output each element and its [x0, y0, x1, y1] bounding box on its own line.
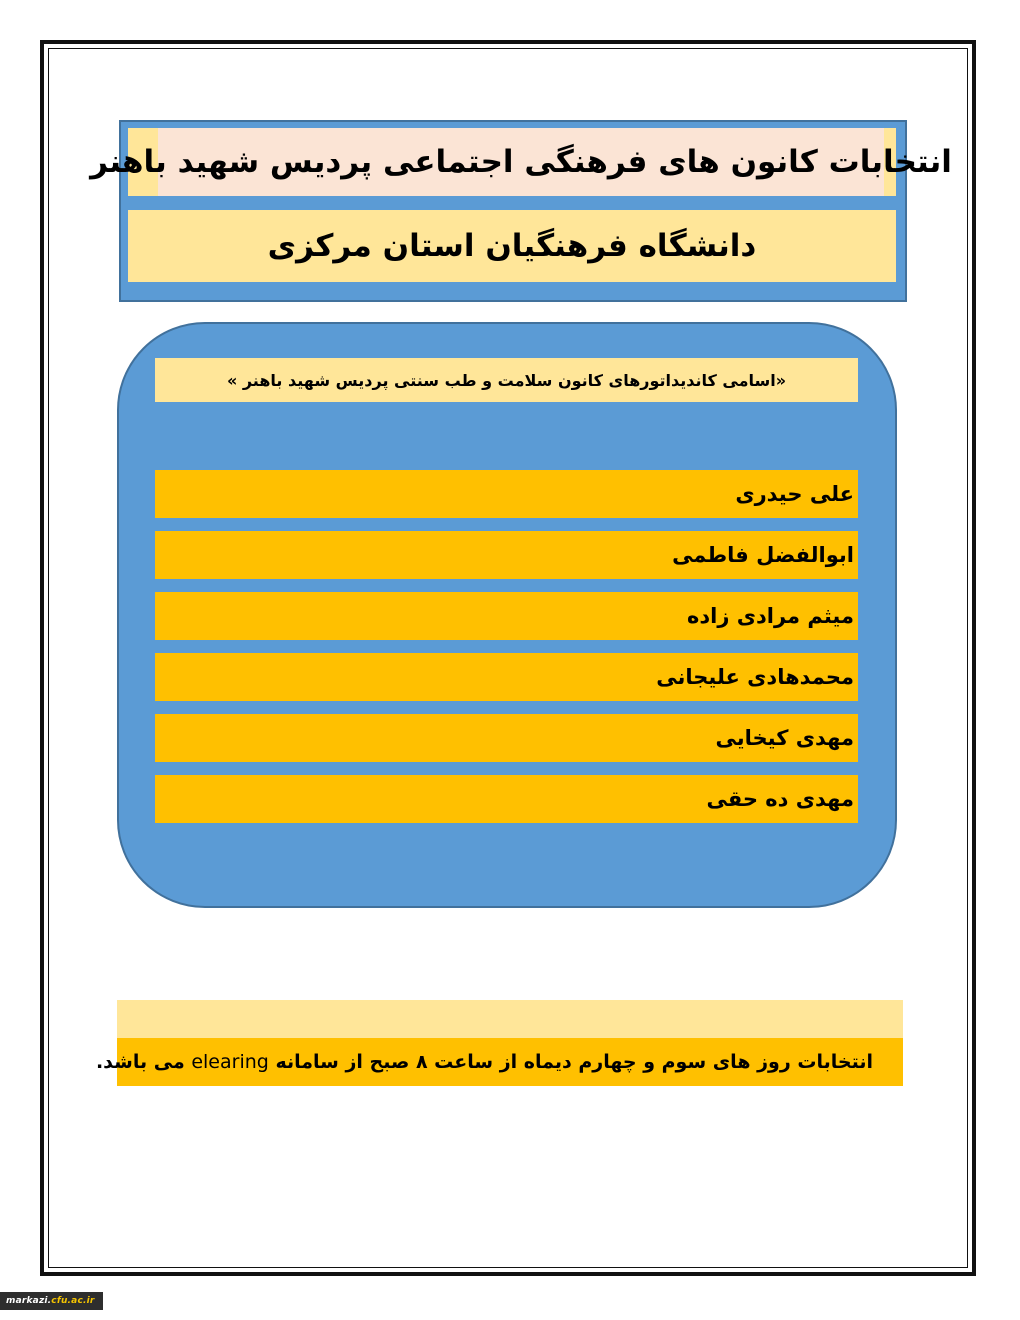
site-watermark — [0, 1292, 103, 1310]
watermark-domain: cfu.ac.ir — [51, 1296, 95, 1306]
candidate-row: میثم مرادی زاده — [155, 592, 858, 640]
election-notice — [95, 1038, 903, 1086]
notice-text-after: می باشد. — [95, 1051, 185, 1073]
candidate-row: مهدی ده حقی — [155, 775, 858, 823]
candidate-row: محمدهادی علیجانی — [155, 653, 858, 701]
university-name: دانشگاه فرهنگیان استان مرکزی — [128, 210, 896, 282]
candidate-row: علی حیدری — [155, 470, 858, 518]
candidates-heading: «اسامی کاندیداتورهای کانون سلامت و طب سنتی پردیس شهید باهنر » — [155, 358, 858, 402]
notice-text-before: انتخابات روز های سوم و چهارم دیماه از ساعت ۸ صبح از سامانه — [275, 1051, 873, 1073]
candidate-row: ابوالفضل فاطمی — [155, 531, 858, 579]
page-title: انتخابات کانون های فرهنگی اجتماعی پردیس شهید باهنر — [158, 128, 884, 196]
system-name: elearing — [191, 1051, 269, 1073]
notice-band — [117, 1000, 903, 1038]
watermark-prefix: markazi. — [6, 1296, 52, 1306]
candidate-row: مهدی کیخایی — [155, 714, 858, 762]
